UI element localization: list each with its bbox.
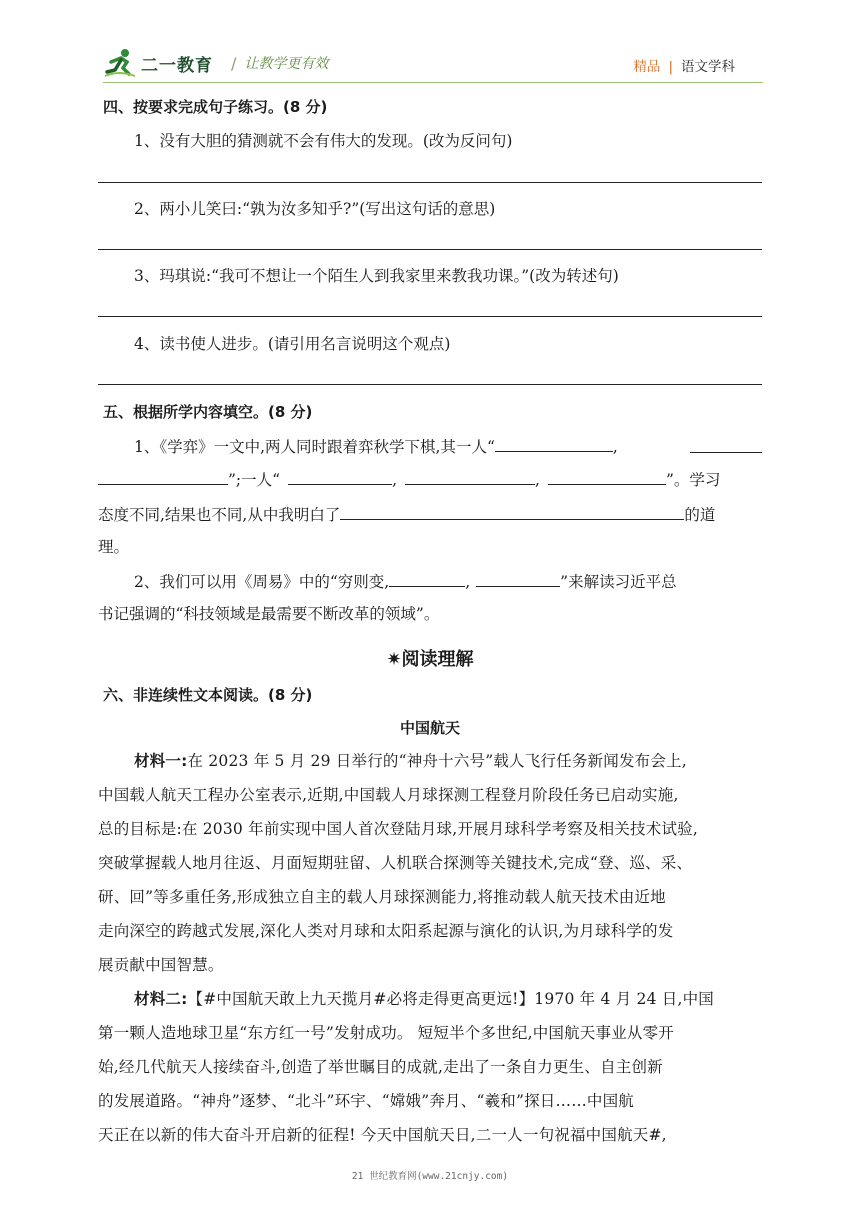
logo-text: 二一教育 xyxy=(141,55,213,76)
blank-5[interactable] xyxy=(405,468,535,485)
logo xyxy=(103,46,333,80)
section4-title: 四、按要求完成句子练习。(8 分) xyxy=(103,98,328,116)
answer-line-4[interactable] xyxy=(98,384,762,385)
runner-logo-icon xyxy=(103,48,137,78)
q1-comma-2: , xyxy=(392,471,398,489)
blank-4[interactable] xyxy=(288,468,392,485)
material2-line-4: 的发展道路。“神舟”逐梦、“北斗”环宇、“嫦娥”奔月、“羲和”探日……中国航 xyxy=(98,1092,634,1110)
section4-q3: 3、玛琪说:“我可不想让一个陌生人到我家里来教我功课。”(改为转述句) xyxy=(134,267,619,285)
subject-label: 语文学科 xyxy=(681,59,735,75)
q1-text-b: ”;一人“ xyxy=(228,471,281,489)
material1-line-6: 走向深空的跨越式发展,深化人类对月球和太阳系起源与演化的认识,为月球科学的发 xyxy=(98,922,674,940)
section5-q1-line2 xyxy=(98,468,720,490)
blank-6[interactable] xyxy=(548,468,666,485)
blank-3[interactable] xyxy=(98,468,228,485)
material1-label: 材料一: xyxy=(134,752,188,770)
material2-line-5: 天正在以新的伟大奋斗开启新的征程! 今天中国航天日,二一人一句祝福中国航天#, xyxy=(98,1126,667,1144)
answer-line-1[interactable] xyxy=(98,182,762,183)
material1-line-3: 总的目标是:在 2030 年前实现中国人首次登陆月球,开展月球科学考察及相关技术试验, xyxy=(98,820,698,838)
quality-tag: 精品 xyxy=(633,59,661,75)
section4-q1: 1、没有大胆的猜测就不会有伟大的发现。(改为反问句) xyxy=(134,132,513,150)
page-header xyxy=(103,46,763,80)
slogan: 让教学更有效 xyxy=(244,56,329,72)
material1-line-1 xyxy=(134,751,687,771)
q1-text-d: 态度不同,结果也不同,从中我明白了 xyxy=(98,506,341,524)
section5-q2-line1 xyxy=(134,570,677,592)
material1-line-4: 突破掌握载人地月往返、月面短期驻留、人机联合探测等关键技术,完成“登、巡、采、 xyxy=(98,854,693,872)
material2-line-3: 始,经几代航天人接续奋斗,创造了举世瞩目的成就,走出了一条自力更生、自主创新 xyxy=(98,1058,663,1076)
q2-comma: , xyxy=(465,573,471,591)
section5-q1-line1 xyxy=(134,435,618,457)
section4-q4: 4、读书使人进步。(请引用名言说明这个观点) xyxy=(134,335,451,353)
q1-text-a: 1、《学弈》一文中,两人同时跟着弈秋学下棋,其一人“ xyxy=(134,438,495,456)
material2-line-2: 第一颗人造地球卫星“东方红一号”发射成功。 短短半个多世纪,中国航天事业从零开 xyxy=(98,1024,675,1042)
section4-q2: 2、两小儿笑曰:“孰为汝多知乎?”(写出这句话的意思) xyxy=(134,200,496,218)
section5-q1-line3 xyxy=(98,503,715,525)
section5-q1-line4: 理。 xyxy=(98,538,130,556)
answer-line-3[interactable] xyxy=(98,316,762,317)
q1-text-c: ”。学习 xyxy=(665,471,721,489)
blank-2[interactable] xyxy=(690,436,762,453)
q2-text-a: 2、我们可以用《周易》中的“穷则变, xyxy=(134,573,390,591)
section5-title: 五、根据所学内容填空。(8 分) xyxy=(103,403,313,421)
header-divider: | xyxy=(668,59,673,75)
material2-line-1 xyxy=(134,989,714,1009)
blank-7[interactable] xyxy=(340,503,684,520)
blank-8[interactable] xyxy=(389,570,465,587)
q1-comma-1: , xyxy=(612,438,618,456)
blank-9[interactable] xyxy=(476,570,560,587)
header-rule xyxy=(103,82,763,83)
blank-1[interactable] xyxy=(495,435,613,452)
section5-q2-line2: 书记强调的“科技领域是最需要不断改革的领域”。 xyxy=(98,605,440,623)
material2-label: 材料二: xyxy=(134,990,188,1008)
material1-line-5: 研、回”等多重任务,形成独立自主的载人月球探测能力,将推动载人航天技术由近地 xyxy=(98,888,666,906)
reading-heading: ✷阅读理解 xyxy=(386,649,474,670)
material1-line-2: 中国载人航天工程办公室表示,近期,中国载人月球探测工程登月阶段任务已启动实施, xyxy=(98,786,679,804)
header-tags xyxy=(633,55,735,75)
section6-title: 六、非连续性文本阅读。(8 分) xyxy=(103,686,313,704)
q2-text-end: ”来解读习近平总 xyxy=(560,573,677,591)
q1-comma-3: , xyxy=(535,471,540,489)
article-title: 中国航天 xyxy=(399,719,460,737)
answer-line-2[interactable] xyxy=(98,249,762,250)
material1-text: 在 2023 年 5 月 29 日举行的“神舟十六号”载人飞行任务新闻发布会上, xyxy=(187,752,687,770)
material2-text: 【#中国航天敢上九天揽月#必将走得更高更远!】1970 年 4 月 24 日,中国 xyxy=(187,990,714,1008)
page-footer: 21 世纪教育网(www.21cnjy.com) xyxy=(351,1171,509,1182)
material1-line-7: 展贡献中国智慧。 xyxy=(98,956,224,974)
header-separator: / xyxy=(231,53,237,73)
q1-text-d-end: 的道 xyxy=(684,506,716,524)
